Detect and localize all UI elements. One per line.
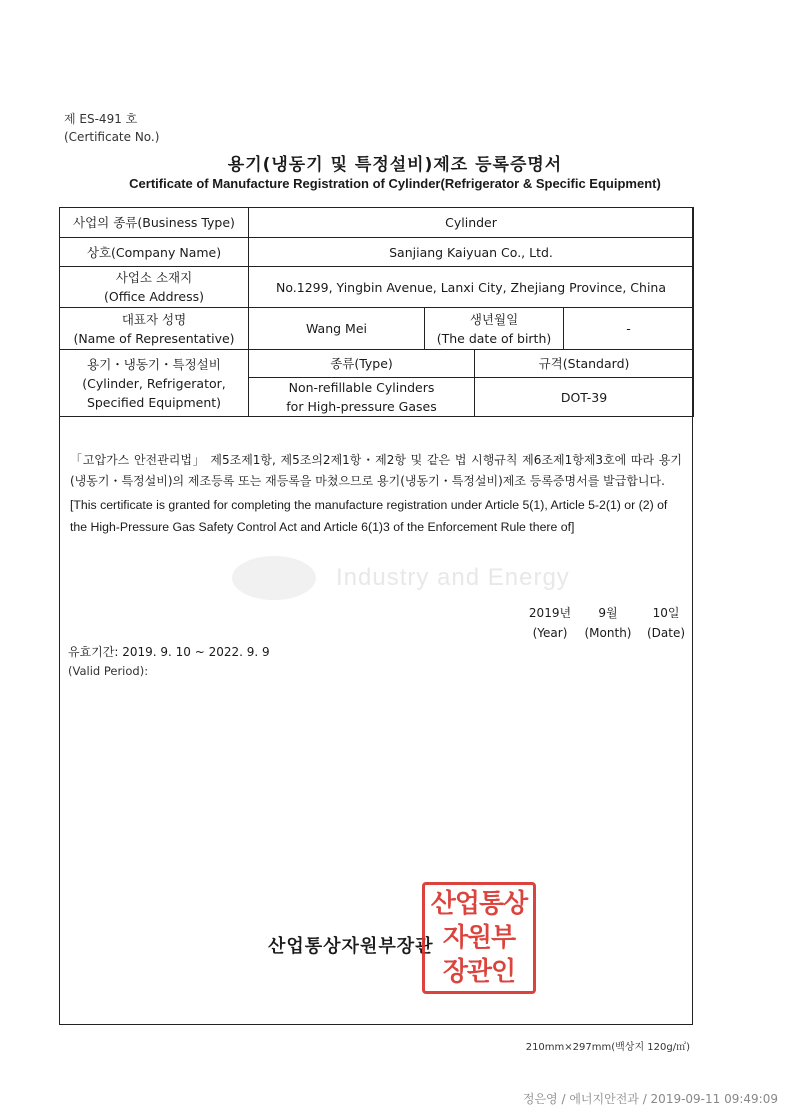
representative-label-ko: 대표자 성명	[121, 311, 187, 327]
type-value-line-1: Non-refillable Cylinders	[288, 380, 435, 395]
certificate-number-en: (Certificate No.)	[64, 130, 160, 144]
certificate-statement	[70, 450, 682, 538]
company-name-value: Sanjiang Kaiyuan Co., Ltd.	[249, 238, 694, 267]
issue-month: 9월	[598, 606, 618, 620]
certificate-number: 제 ES-491 호	[64, 112, 138, 126]
row-office-address	[60, 267, 694, 308]
row-company-name	[60, 238, 694, 267]
row-business-type	[60, 208, 694, 238]
issue-month-en: (Month)	[584, 626, 632, 640]
business-type-value: Cylinder	[249, 208, 694, 238]
issue-day-en: (Date)	[646, 626, 686, 640]
office-address-label-ko: 사업소 소재지	[115, 270, 193, 285]
seal-line-2: 자원부	[442, 923, 516, 953]
equipment-label-en-1: (Cylinder, Refrigerator,	[82, 375, 226, 391]
statement-english: [This certificate is granted for completing the manufacture registration under Article 5(1), Article 5-2(1) or (2) of the High-Pressure Gas Safety Control Act and Article 6(1)3 of the Enforcement Rule there of]	[70, 498, 668, 534]
company-name-label: 상호(Company Name)	[60, 238, 249, 267]
date-of-birth-label-ko: 생년월일	[469, 311, 519, 327]
date-of-birth-value: -	[564, 308, 694, 350]
type-value-line-2: for High-pressure Gases	[286, 399, 437, 414]
business-type-label: 사업의 종류(Business Type)	[60, 208, 249, 238]
type-header: 종류(Type)	[249, 350, 475, 378]
title-korean: 용기(냉동기 및 특정설비)제조 등록증명서	[227, 155, 563, 175]
seal-line-1: 산업통상	[430, 889, 528, 919]
representative-label	[60, 308, 249, 350]
ministry-watermark	[232, 556, 582, 600]
office-address-value: No.1299, Yingbin Avenue, Lanxi City, Zhejiang Province, China	[249, 267, 694, 308]
date-of-birth-label	[425, 308, 564, 350]
representative-label-en: (Name of Representative)	[73, 330, 235, 346]
standard-value: DOT-39	[475, 378, 694, 417]
paper-spec: 210mm×297mm(백상지 120g/㎡)	[525, 1042, 690, 1053]
seal-line-3: 장관인	[442, 957, 516, 987]
statement-korean: 「고압가스 안전관리법」 제5조제1항, 제5조의2제1항・제2항 및 같은 법 시행규칙 제6조제1항제3호에 따라 용기(냉동기・특정설비)의 제조등록 또는 재등록을 마쳤으므로 용기(냉동기・특정설비)제조 등록증명서를 발급합니다.	[70, 453, 682, 488]
row-equipment-header	[60, 350, 694, 378]
date-of-birth-label-en: (The date of birth)	[436, 330, 552, 346]
issue-day: 10일	[652, 606, 680, 620]
issue-year-en: (Year)	[532, 626, 568, 640]
title-english: Certificate of Manufacture Registration of Cylinder(Refrigerator & Specific Equipment)	[129, 176, 661, 191]
print-footer: 정은영 / 에너지안전과 / 2019-09-11 09:49:09	[522, 1092, 778, 1106]
issue-year: 2019년	[528, 606, 572, 620]
row-representative	[60, 308, 694, 350]
valid-period-en: (Valid Period):	[68, 664, 149, 678]
valid-period: 유효기간: 2019. 9. 10 ~ 2022. 9. 9	[68, 645, 270, 659]
registration-table	[59, 207, 694, 417]
watermark-text: Industry and Energy	[336, 564, 570, 591]
equipment-label-ko: 용기・냉동기・특정설비	[87, 356, 221, 372]
representative-value: Wang Mei	[249, 308, 425, 350]
official-seal	[422, 882, 536, 994]
equipment-label	[60, 350, 249, 417]
type-value	[249, 378, 475, 417]
office-address-label	[60, 267, 249, 308]
standard-header: 규격(Standard)	[475, 350, 694, 378]
office-address-label-en: (Office Address)	[104, 289, 204, 304]
ministry-logo-icon	[232, 556, 316, 600]
issuer-title: 산업통상자원부장관	[268, 936, 434, 957]
equipment-label-en-2: Specified Equipment)	[86, 394, 222, 410]
